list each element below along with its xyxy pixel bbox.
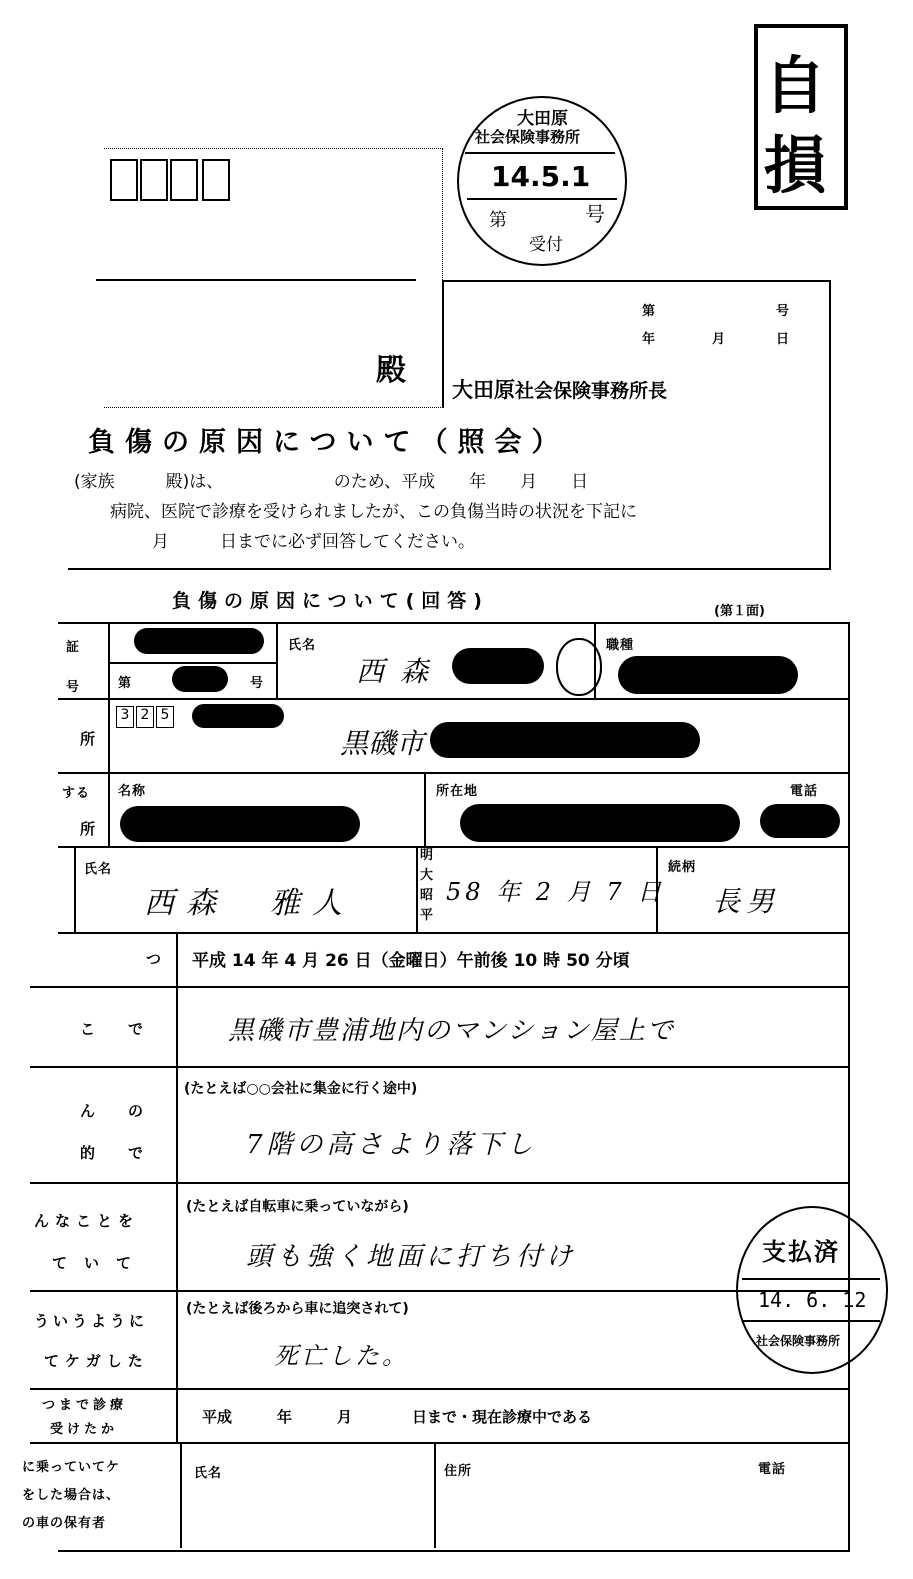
label-shoshou: 証 <box>66 640 81 655</box>
ref-tsuki: 月 <box>712 332 727 347</box>
inquiry-line3: 月 日までに必ず回答してください。 <box>152 532 475 552</box>
birth-date: 58 年 2 月 7 日 <box>446 878 666 906</box>
treatment-until: 平成 年 月 日まで・現在診療中である <box>202 1408 593 1426</box>
label-shokushu: 職種 <box>606 638 635 653</box>
redacted-workplace-phone <box>760 804 840 838</box>
corner-stamp-line2: 損 <box>764 129 827 202</box>
label-car1: に乗っていてケ <box>22 1460 121 1475</box>
ref-nen: 年 <box>642 332 657 347</box>
era-labels: 明大昭平 <box>420 848 434 923</box>
label-dai: 第 <box>118 676 133 691</box>
redacted-insured-number <box>172 666 228 692</box>
redacted-workplace-name <box>120 806 360 842</box>
car-owner-name-label: 氏名 <box>194 1466 223 1481</box>
ref-dai: 第 <box>642 304 657 319</box>
receipt-stamp <box>457 96 627 266</box>
redacted-insured-symbol <box>134 628 264 654</box>
label-car2: をした場合は、 <box>22 1488 121 1503</box>
label-mokuteki2: 的 で <box>80 1144 145 1162</box>
label-denwa-workplace: 電話 <box>790 784 819 799</box>
label-zokugara: 続柄 <box>668 860 697 875</box>
label-shozaichi: 所在地 <box>436 784 479 799</box>
label-go: 号 <box>250 676 265 691</box>
label-dou2: てケガした <box>44 1352 149 1370</box>
redacted-occupation <box>618 656 798 694</box>
answer-title: 負傷の原因について(回答) <box>172 590 489 612</box>
address-value: 黒磯市 <box>340 727 425 760</box>
receipt-stamp-office1: 大田原 <box>517 109 568 129</box>
payment-stamp <box>736 1206 888 1374</box>
when-value: 平成 14 年 4 月 26 日（金曜日）午前後 10 時 50 分頃 <box>192 951 630 971</box>
car-owner-phone-label: 電話 <box>758 1462 787 1477</box>
label-bango: 号 <box>66 680 81 695</box>
receipt-stamp-go: 号 <box>585 202 605 226</box>
where-value: 黒磯市豊浦地内のマンション屋上で <box>228 1016 675 1046</box>
payment-stamp-office: 社会保険事務所 <box>756 1334 841 1348</box>
redacted-postal-digits <box>192 704 284 728</box>
label-mokuteki1: ん の <box>80 1102 145 1120</box>
relationship: 長男 <box>712 885 781 918</box>
label-dou1: ういうように <box>34 1312 149 1330</box>
label-nani1: んなことを <box>34 1212 140 1230</box>
how-hint: (たとえば後ろから車に追突されて) <box>186 1301 409 1317</box>
car-owner-address-label: 住所 <box>444 1464 473 1479</box>
label-car3: の車の保有者 <box>22 1516 107 1531</box>
redacted-workplace-address <box>460 804 740 842</box>
label-patient-name: 氏名 <box>84 862 113 877</box>
receipt-stamp-office2: 社会保険事務所 <box>475 128 581 146</box>
postal-digit-1: 3 <box>116 706 134 728</box>
label-shimei: 氏名 <box>288 638 317 653</box>
ref-go: 号 <box>776 304 791 319</box>
address-tono: 殿 <box>376 353 406 388</box>
label-doko: こ で <box>80 1020 145 1038</box>
sender-rest: 社会保険事務所長 <box>515 380 668 402</box>
receipt-stamp-uketsuke: 受付 <box>529 235 563 255</box>
how-value: 死亡した。 <box>274 1342 409 1370</box>
postal-digit-2: 2 <box>136 706 154 728</box>
postal-digit-3: 5 <box>156 706 174 728</box>
ref-hi: 日 <box>776 332 791 347</box>
seal-stamp <box>556 638 602 696</box>
receipt-stamp-date: 14.5.1 <box>491 160 591 193</box>
inquiry-line1: (家族 殿)は、 のため、平成 年 月 日 <box>74 472 589 492</box>
label-meisho: 名称 <box>118 784 147 799</box>
label-sho: 所 <box>80 820 97 838</box>
insured-name: 西森 <box>356 655 445 688</box>
label-itsumade1: つまで診療 <box>42 1398 128 1413</box>
payment-stamp-date: 14. 6. 12 <box>758 1288 867 1312</box>
purpose-hint: (たとえば○○会社に集金に行く途中) <box>184 1081 418 1097</box>
corner-stamp <box>754 24 848 210</box>
purpose-value: 7階の高さより落下し <box>246 1130 537 1160</box>
payment-stamp-text: 支払済 <box>762 1238 840 1266</box>
label-itsu: つ <box>146 950 163 968</box>
answer-page: (第１面) <box>714 604 765 619</box>
address-block <box>104 148 443 408</box>
doing-value: 頭も強く地面に打ち付け <box>246 1242 577 1272</box>
redacted-insured-name <box>452 648 544 684</box>
label-suru: する <box>62 786 91 801</box>
label-itsumade2: 受けたか <box>50 1422 119 1437</box>
label-nani2: て い て <box>52 1254 133 1272</box>
label-address: 所 <box>80 730 97 748</box>
doing-hint: (たとえば自転車に乗っていながら) <box>186 1199 409 1215</box>
sender <box>452 374 667 404</box>
redacted-address <box>430 722 700 758</box>
postal-digit-boxes <box>116 706 176 728</box>
receipt-stamp-dai: 第 <box>489 210 507 231</box>
corner-stamp-line1: 自 <box>764 49 827 122</box>
sender-bold: 大田原 <box>452 378 515 402</box>
patient-name: 西森 雅人 <box>144 886 354 921</box>
inquiry-title: 負傷の原因について（照会） <box>88 427 569 458</box>
inquiry-line2: 病院、医院で診療を受けられましたが、この負傷当時の状況を下記に <box>110 502 637 522</box>
